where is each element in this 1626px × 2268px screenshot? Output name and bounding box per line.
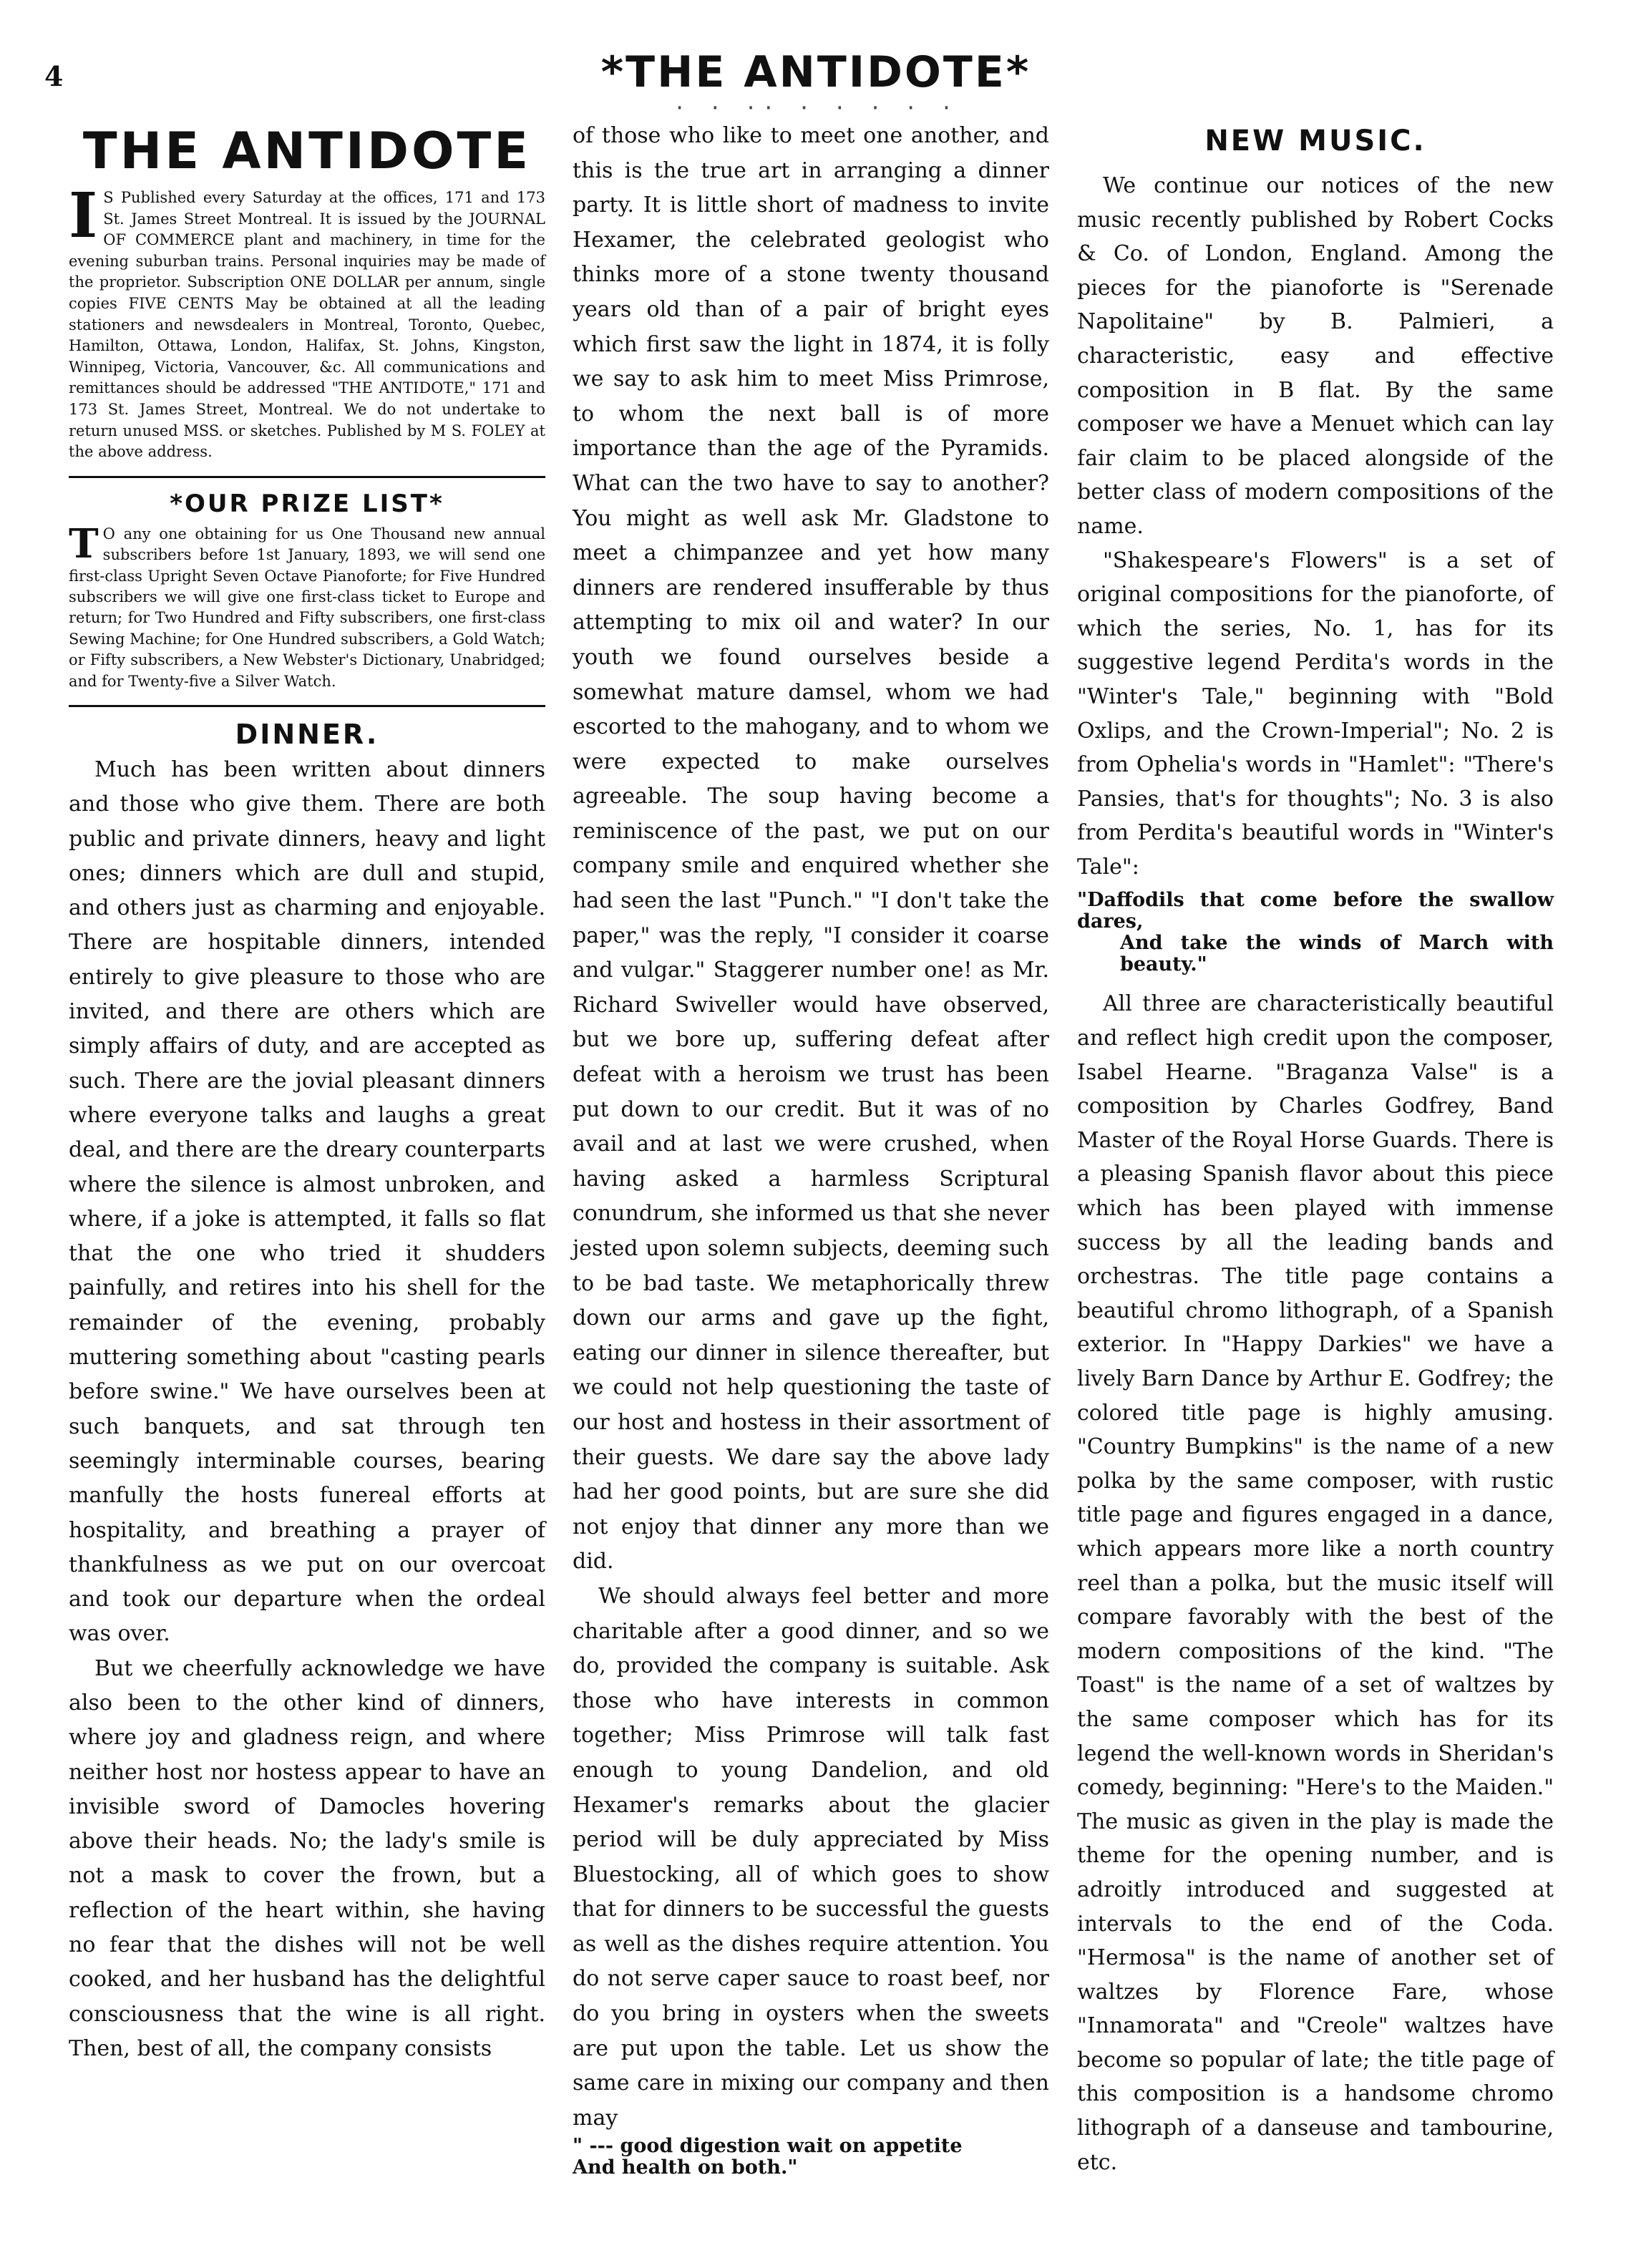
- publication-notice-text: S Published every Saturday at the offices, 171 and 173 St. James Street Montreal. It is issued by the JOURNAL OF COMMERCE plant and machinery, in time for the evening suburban trains. Personal inquiries may be made of the proprietor. Subscription ONE DOLLAR per annum, single copies FIVE CENTS May be obtained at all the leading stationers and newsdealers in Montreal, Toronto, Quebec, Hamilton, Ottawa, London, Halifax, St. Johns, Kingston, Winnipeg, Victoria, Vancouver, &c. All communications and remittances should be addressed "THE ANTIDOTE," 171 and 173 St. James Street, Montreal. We do not undertake to return unused MSS. or sketches. Published by M S. FOLEY at the above address.: [69, 189, 545, 461]
- running-subhead: · · ·· · · · · ·: [673, 96, 958, 120]
- page-number: 4: [44, 60, 64, 92]
- music-paragraph: "Shakespeare's Flowers" is a set of original compositions for the pianoforte, of which the series, No. 1, has for its suggestive legend Perdita's words in the "Winter's Tale," beginning with "Bold Oxlips, and the Crown-Imperial"; No. 2 is from Ophelia's words in "Hamlet": "There's Pansies, that's for thoughts"; No. 3 is also from Perdita's beautiful words in "Winter's Tale":: [1077, 547, 1554, 880]
- prize-list-heading: *OUR PRIZE LIST*: [170, 489, 444, 518]
- divider-rule: [69, 705, 545, 707]
- dinner-paragraph: But we cheerfully acknowledge we have also been to the other kind of dinners, where joy and gladness reign, and where neither host nor hostess appear to have an invisible sword of Damocles hovering above their heads. No; the lady's smile is not a mask to cover the frown, but a reflection of the heart within, she having no fear that the dishes will not be well cooked, and her husband has the delightful consciousness that the wine is all right. Then, best of all, the company consists: [69, 1655, 545, 2061]
- verse-line: "Daffodils that come before the swallow dares,: [1077, 889, 1554, 933]
- drop-cap-t: T: [69, 520, 99, 568]
- closing-quote-line: And health on both.": [573, 2156, 798, 2179]
- column-2: [573, 119, 1049, 2179]
- dinner-heading: DINNER.: [235, 718, 379, 750]
- prize-list-body: O any one obtaining for us One Thousand new annual subscribers before 1st January, 1893, we will send one first-class Upright Seven Octave Pianoforte; for Five Hundred subscribers we will give one first-class ticket to Europe and return; for Two Hundred and Fifty subscribers, one first-class Sewing Machine; for One Hundred subscribers, a Gold Watch; or Fifty subscribers, a New Webster's Dictionary, Unabridged; and for Twenty-five a Silver Watch.: [69, 525, 545, 690]
- running-head: *THE ANTIDOTE*: [600, 47, 1031, 97]
- closing-quote-line: " --- good digestion wait on appetite: [573, 2135, 963, 2158]
- dinner-paragraph: We should always feel better and more charitable after a good dinner, and so we do, provided the company is suitable. Ask those who have interests in common together; Miss Primrose will talk fast enough to young Dandelion, and old Hexamer's remarks about the glacier period will be duly appreciated by Miss Bluestocking, all of which goes to show that for dinners to be successful the guests as well as the dishes require attention. You do not serve caper sauce to roast beef, nor do you bring in oysters when the sweets are put upon the table. Let us show the same care in mixing our company and then may: [573, 1583, 1049, 2131]
- verse-quote: [1077, 890, 1554, 975]
- music-paragraph: All three are characteristically beautiful and reflect high credit upon the composer, Isabel Hearne. "Braganza Valse" is a composition by Charles Godfrey, Band Master of the Royal Horse Guards. There is a pleasing Spanish flavor about this piece which has been played with immense success by all the leading bands and orchestras. The title page contains a beautiful chromo lithograph, of a Spanish exterior. In "Happy Darkies" we have a lively Barn Dance by Arthur E. Godfrey; the colored title page is highly amusing. "Country Bumpkins" is the name of a new polka by the same composer, with rustic title page and figures engaged in a dance, which appears more like a north country reel than a polka, but the music itself will compare favorably with the best of the modern compositions of the kind. "The Toast" is the name of a set of waltzes by the same composer which has for its legend the well-known words in Sheridan's comedy, beginning: "Here's to the Maiden." The music as given in the play is made the theme for the opening number, and is adroitly introduced and suggested at intervals to the end of the Coda. "Hermosa" is the name of another set of waltzes by Florence Fare, whose "Innamorata" and "Creole" waltzes have become so popular of late; the title page of this composition is a handsome chromo lithograph of a danseuse and tambourine, etc.: [1077, 991, 1554, 2175]
- dinner-paragraph: of those who like to meet one another, and this is the true art in arranging a dinner party. It is little short of madness to invite Hexamer, the celebrated geologist who thinks more of a stone twenty thousand years old than of a pair of bright eyes which first saw the light in 1874, it is folly we say to ask him to meet Miss Primrose, to whom the next ball is of more importance than the age of the Pyramids. What can the two have to say to another? You might as well ask Mr. Gladstone to meet a chimpanzee and yet how many dinners are rendered insufferable by thus attempting to mix oil and water? In our youth we found ourselves beside a somewhat mature damsel, whom we had escorted to the mahogany, and to whom we were expected to make ourselves agreeable. The soup having become a reminiscence of the past, we put on our company smile and enquired whether she had seen the last "Punch." "I don't take the paper," was the reply, "I consider it coarse and vulgar." Staggerer number one! as Mr. Richard Swiveller would have observed, but we bore up, suffering defeat after defeat with a heroism we trust has been put down to our credit. But it was of no avail and at last we were crushed, when having asked a harmless Scriptural conundrum, she informed us that she never jested upon solemn subjects, deeming such to be bad taste. We metaphorically threw down our arms and gave up the fight, eating our dinner in silence thereafter, but we could not help questioning the taste of our host and hostess in their assortment of their guests. We dare say the above lady had her good points, but are sure she did not enjoy that dinner any more than we did.: [573, 123, 1049, 1575]
- verse-line: And take the winds of March with beauty.": [1120, 932, 1554, 976]
- masthead-title: THE ANTIDOTE: [82, 122, 532, 180]
- column-3: [1077, 117, 1554, 2179]
- music-paragraph: We continue our notices of the new music recently published by Robert Cocks & Co. of London, England. Among the pieces for the pianoforte is "Serenade Napolitaine" by B. Palmieri, a characteristic, easy and effective composition in B flat. By the same composer we have a Menuet which can lay fair claim to be placed alongside of the better class of modern compositions of the name.: [1077, 173, 1554, 539]
- publication-notice: [69, 180, 545, 463]
- music-heading: NEW MUSIC.: [1204, 125, 1426, 157]
- column-1: [69, 122, 545, 2066]
- prize-list-text: [69, 520, 545, 692]
- drop-cap-i: I: [69, 180, 98, 252]
- dinner-paragraph: Much has been written about dinners and those who give them. There are both public and private dinners, heavy and light ones; dinners which are dull and stupid, and others just as charming and enjoyable. There are hospitable dinners, intended entirely to give pleasure to those who are invited, and there are others which are simply affairs of duty, and are accepted as such. There are the jovial pleasant dinners where everyone talks and laughs a great deal, and there are the dreary counterparts where the silence is almost unbroken, and where, if a joke is attempted, it falls so flat that the one who tried it shudders painfully, and retires into his shell for the remainder of the evening, probably muttering something about "casting pearls before swine." We have ourselves been at such banquets, and sat through ten seemingly interminable courses, bearing manfully the hosts funereal efforts at hospitality, and breathing a prayer of thankfulness as we put on our overcoat and took our departure when the ordeal was over.: [69, 756, 545, 1647]
- divider-rule: [69, 476, 545, 478]
